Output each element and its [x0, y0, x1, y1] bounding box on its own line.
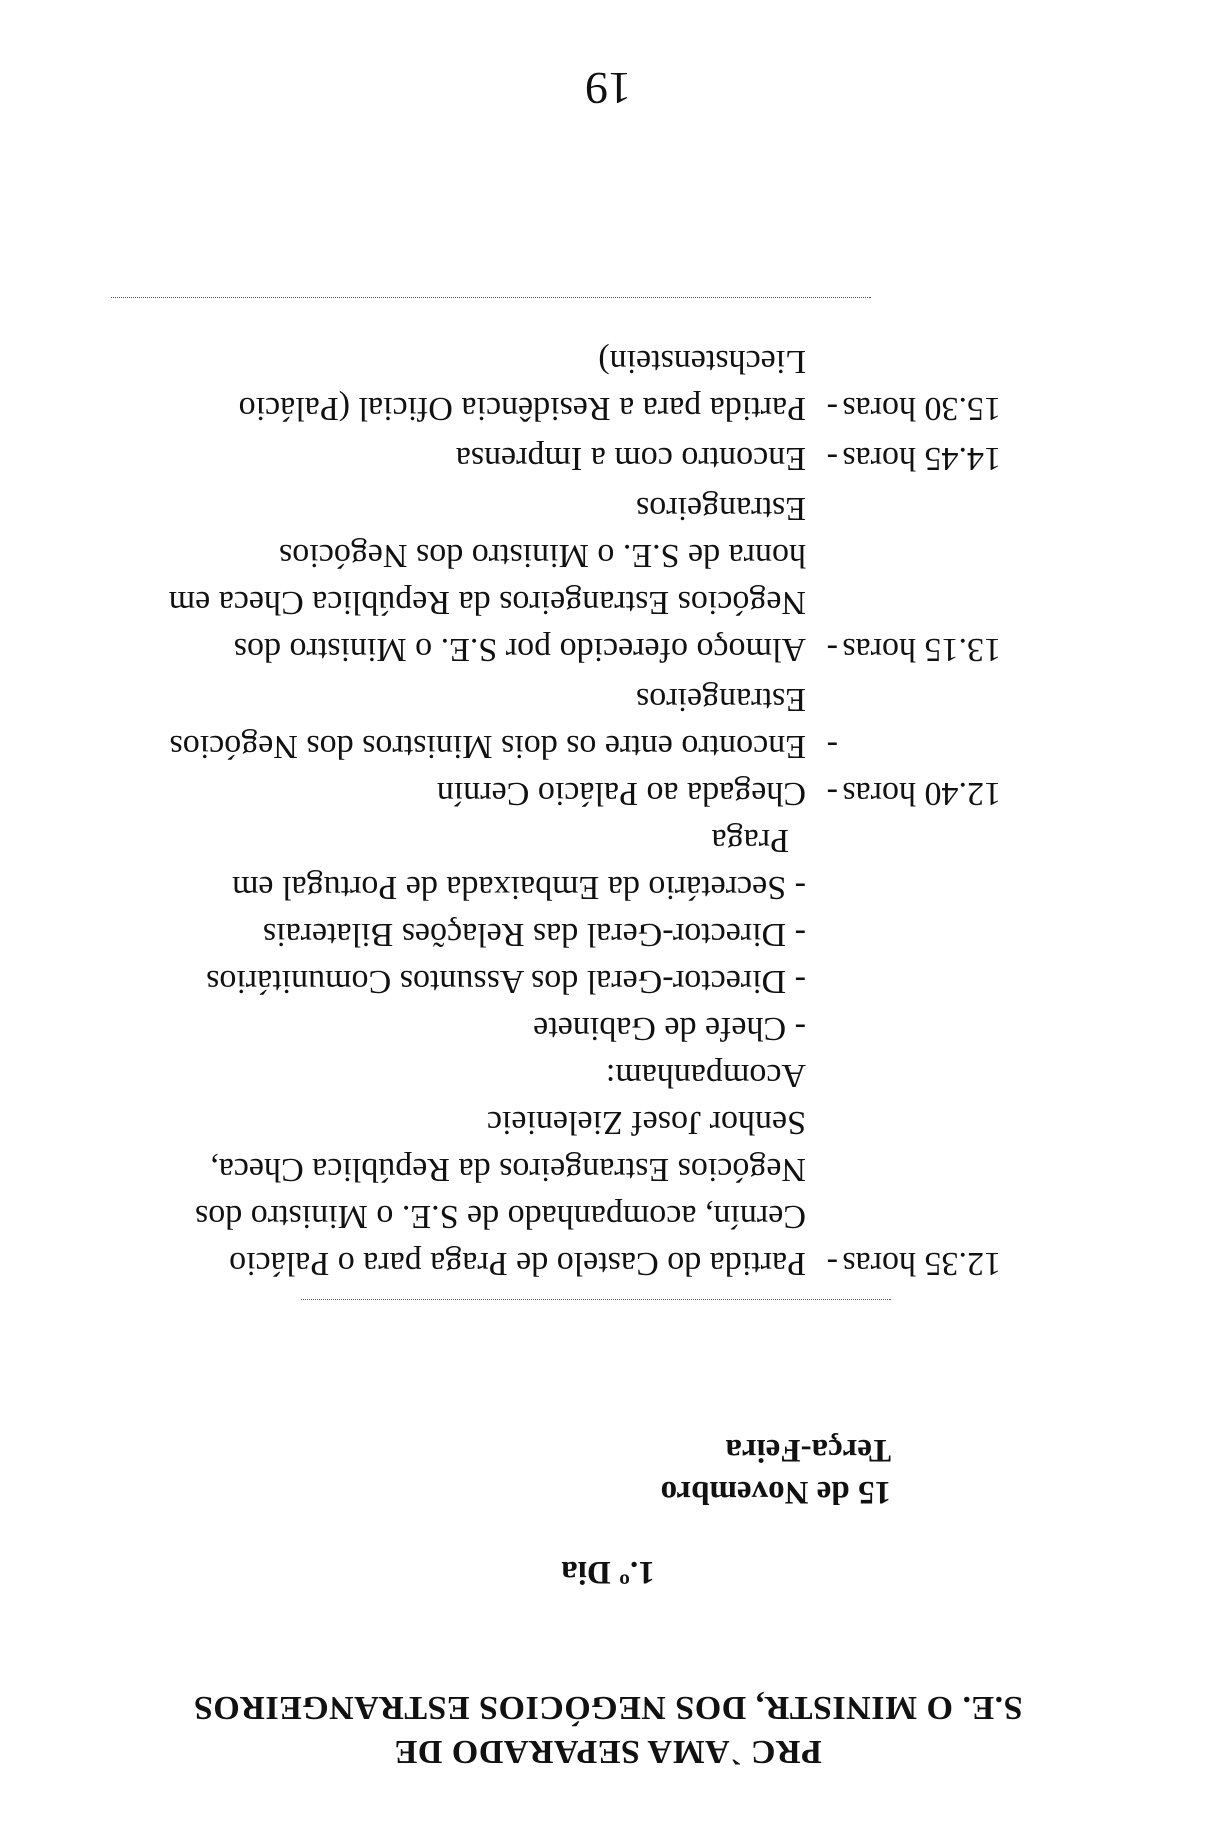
entry-time: 12.35 horas	[842, 1245, 1001, 1282]
entry-dash: -	[826, 775, 838, 812]
entry-text-line: - Secretário da Embaixada de Portugal em	[232, 869, 806, 906]
entry-text-line: Negócios Estrangeiros da República Checa,	[210, 1151, 806, 1188]
section-divider-bottom	[111, 297, 871, 298]
entry-dash: -	[826, 1245, 838, 1282]
entry-text-line: Encontro entre os dois Ministros dos Negócios	[169, 728, 806, 765]
entry-time: 13.15 horas	[842, 631, 1001, 668]
entry-text-line: Almoço oferecido por S.E. o Ministro dos	[233, 631, 806, 668]
entry-text-line: honra de S.E. o Ministro dos Negócios	[279, 537, 806, 574]
entry-dash: -	[826, 631, 838, 668]
document-title-line-1: PRC `AMA SEPARADO DE	[394, 1733, 822, 1770]
entry-text-line: Senhor Josef Zielenieic	[486, 1104, 806, 1141]
entry-text-line: Praga	[711, 822, 806, 859]
entry-time: 12.40 horas	[842, 775, 1001, 812]
entry-time: 14.45 horas	[842, 440, 1001, 477]
page-number: 19	[585, 63, 631, 114]
document-title-line-2: S.E. O MINISTR, DOS NEGÓCIOS ESTRANGEIROS	[193, 1689, 1023, 1726]
section-divider-top	[301, 1299, 891, 1300]
date-heading: 15 de Novembro	[660, 1474, 891, 1510]
entry-text-line: - Director-Geral das Relações Bilaterais	[262, 916, 806, 953]
entry-text-line: Encontro com a Imprensa	[455, 440, 806, 477]
entry-dash: -	[826, 440, 838, 477]
entry-dash: -	[826, 390, 838, 427]
entry-time: 15.30 horas	[842, 390, 1001, 427]
entry-text-line: Negócios Estrangeiros da República Checa em	[168, 584, 806, 621]
entry-text-line: Liechstenstein)	[598, 343, 806, 380]
day-heading: 1.º Dia	[561, 1554, 655, 1590]
entry-text-line: Estrangeiros	[636, 490, 806, 527]
weekday-heading: Terça-Feira	[725, 1432, 891, 1468]
entry-text-line: Partida do Castelo de Praga para o Palácio	[229, 1245, 806, 1282]
entry-dash: -	[826, 728, 838, 765]
entry-text-line: Cernín, acompanhado de S.E. o Ministro dos	[195, 1198, 806, 1235]
entry-text-line: Chegada ao Palácio Cernín	[436, 775, 806, 812]
entry-text-line: - Director-Geral dos Assuntos Comunitários	[206, 963, 806, 1000]
entry-text-line: Partida para a Residência Oficial (Palácio	[238, 390, 806, 427]
entry-text-line: Estrangeiros	[636, 681, 806, 718]
entry-text-line: Acompanham:	[605, 1057, 806, 1094]
entry-text-line: - Chefe de Gabinete	[533, 1010, 806, 1047]
